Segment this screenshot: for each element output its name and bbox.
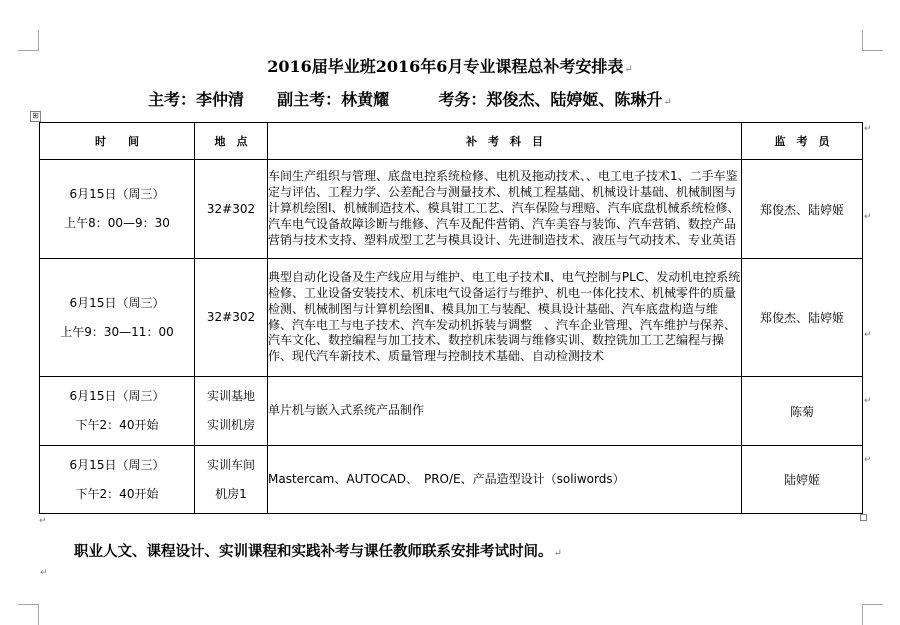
paragraph-mark: ↵ — [40, 568, 48, 578]
place-line: 32#302 — [206, 310, 256, 324]
place-line: 实训基地 — [206, 389, 255, 403]
proctor-cell[interactable]: 郑俊杰、陆婷姬 — [742, 160, 863, 259]
table-resize-handle[interactable] — [860, 514, 867, 521]
place-cell[interactable] — [195, 446, 268, 514]
subjects-cell[interactable]: 典型自动化设备及生产线应用与维护、电工电子技术Ⅱ、电气控制与PLC、发动机电控系统检修、工业设备安装技术、机床电气设备运行与维护、机电一体化技术、机械零件的质量检测、机械制图与计算机绘图Ⅱ、模具加工与装配、模具设计基础、汽车底盘构造与维修、汽车电工与电子技术、汽车发动机拆装与调整 、汽车企业管理、汽车维护与保养、汽车文化、数控编程与加工技术、数控机床装调与维修实训、数控铣加工工艺编程与操作、现代汽车新技术、质量管理与控制技术基础、自动检测技术 — [268, 259, 742, 377]
row-end-mark: ↵ — [864, 396, 872, 406]
time-cell[interactable] — [40, 446, 195, 514]
proctor-cell[interactable]: 陆婷姬 — [742, 446, 863, 514]
exam-time: 下午2：40开始 — [75, 418, 159, 432]
place-cell[interactable] — [195, 160, 268, 259]
row-end-mark: ↵ — [864, 330, 872, 340]
place-line: 实训机房 — [206, 418, 255, 432]
page-corner-top-right — [862, 30, 883, 51]
exam-date: 6月15日（周三） — [69, 389, 165, 403]
exam-date: 6月15日（周三） — [69, 187, 165, 201]
exam-time: 上午9：30—11：00 — [60, 324, 174, 339]
table-move-handle-icon[interactable]: ⊞ — [30, 111, 41, 122]
document-title[interactable]: 2016届毕业班2016年6月专业课程总补考安排表↵ — [267, 57, 633, 76]
header-subjects: 补 考 科 目 — [268, 123, 742, 160]
place-line: 机房1 — [215, 486, 247, 501]
time-cell[interactable] — [40, 377, 195, 446]
page-corner-bottom-left — [18, 604, 39, 625]
page-corner-top-left — [18, 30, 39, 51]
footnote-text[interactable]: 职业人文、课程设计、实训课程和实践补考与课任教师联系安排考试时间。↵ — [74, 543, 562, 560]
subjects-cell[interactable]: 车间生产组织与管理、底盘电控系统检修、电机及拖动技术、、电工电子技术1、二手车鉴定与评估、工程力学、公差配合与测量技术、机械工程基础、机械设计基础、机械制图与计算机绘图Ⅰ、机械制造技术、模具钳工工艺、汽车保险与理赔、汽车底盘机械系统检修、汽车电气设备故障诊断与维修、汽车及配件营销、汽车美容与装饰、汽车营销、数控产品营销与技术支持、塑料成型工艺与模具设计、先进制造技术、液压与气动技术、专业英语 — [268, 160, 742, 259]
subjects-cell[interactable]: Mastercam、AUTOCAD、 PRO/E、产品造型设计（soliwords） — [268, 446, 742, 514]
place-cell[interactable] — [195, 377, 268, 446]
exam-time: 上午8：00—9：30 — [64, 216, 170, 230]
time-cell[interactable] — [40, 160, 195, 259]
exam-staff-line[interactable]: 主考：李仲清 副主考：林黄耀 考务：郑俊杰、陆婷姬、陈琳升↵ — [148, 87, 672, 110]
table-row — [40, 446, 863, 514]
header-place: 地 点 — [195, 123, 268, 160]
header-time: 时 间 — [40, 123, 195, 160]
exam-time: 下午2：40开始 — [75, 486, 159, 501]
paragraph-mark: ↵ — [39, 516, 47, 526]
deputy-examiner: 副主考：林黄耀 — [277, 90, 390, 109]
proctor-cell[interactable]: 陈菊 — [742, 377, 863, 446]
exam-affairs: 考务：郑俊杰、陆婷姬、陈琳升 — [438, 90, 663, 109]
table-row — [40, 377, 863, 446]
table-row — [40, 160, 863, 259]
header-proctor: 监 考 员 — [742, 123, 863, 160]
chief-examiner: 主考：李仲清 — [148, 90, 245, 109]
page-corner-bottom-right — [862, 604, 883, 625]
exam-date: 6月15日（周三） — [69, 457, 165, 472]
time-cell[interactable] — [40, 259, 195, 377]
table-header-row — [40, 123, 863, 160]
row-end-mark: ↵ — [864, 455, 872, 465]
place-cell[interactable] — [195, 259, 268, 377]
exam-schedule-table[interactable] — [39, 122, 863, 514]
exam-date: 6月15日（周三） — [69, 295, 165, 310]
subjects-cell[interactable]: 单片机与嵌入式系统产品制作 — [268, 377, 742, 446]
place-line: 32#302 — [206, 201, 256, 216]
place-line: 实训车间 — [206, 457, 255, 472]
row-end-mark: ↵ — [864, 124, 872, 134]
proctor-cell[interactable]: 郑俊杰、陆婷姬 — [742, 259, 863, 377]
row-end-mark: ↵ — [864, 212, 872, 222]
table-row — [40, 259, 863, 377]
